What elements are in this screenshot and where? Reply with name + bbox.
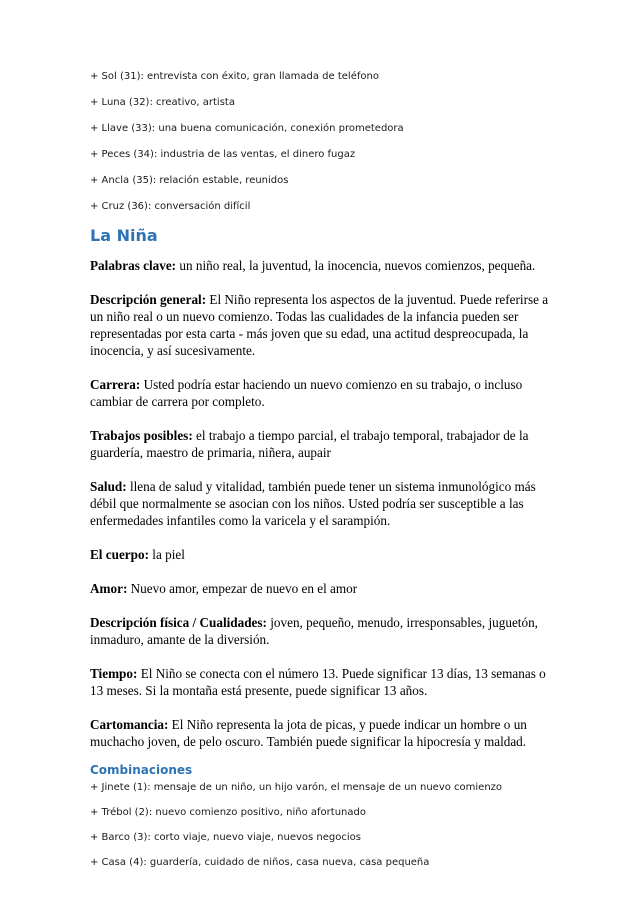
combinations-list [90,781,560,869]
list-item: + Ancla (35): relación estable, reunidos [90,175,289,186]
paragraph-label: Descripción física / Cualidades: [90,615,267,630]
paragraph-text: El Niño representa los aspectos de la juventud. Puede referirse a un niño real o un nuevo comienzo. Todas las cualidades de la infancia pueden ser representadas por esta carta - más joven que su edad, una actitud despreocupada, la inocencia, y así sucesivamente. [90,292,549,358]
paragraph-general-description [90,291,560,359]
paragraph-label: Palabras clave: [90,258,177,273]
paragraph-text: El Niño representa la jota de picas, y puede indicar un hombre o un muchacho joven, de pelo oscuro. También puede significar la hipocresía y maldad. [90,717,527,749]
page-content [90,70,560,881]
list-item: + Casa (4): guardería, cuidado de niños, casa nueva, casa pequeña [90,857,430,868]
paragraph-label: Cartomancia: [90,717,169,732]
paragraph-text: El Niño se conecta con el número 13. Puede significar 13 días, 13 semanas o 13 meses. Si la montaña está presente, puede significar 13 años. [90,666,546,698]
paragraph-label: Carrera: [90,377,141,392]
paragraph-label: Salud: [90,479,127,494]
list-item: + Sol (31): entrevista con éxito, gran llamada de teléfono [90,71,379,82]
combinations-title: Combinaciones [90,763,193,777]
paragraph-label: Descripción general: [90,292,207,307]
list-item: + Trébol (2): nuevo comienzo positivo, niño afortunado [90,807,366,818]
paragraph-text: la piel [148,547,185,562]
paragraph-text: joven, pequeño, menudo, irresponsables, juguetón, inmaduro, amante de la diversión. [90,615,538,647]
section-title: La Niña [90,226,158,245]
paragraph-possible-jobs [90,427,560,461]
list-item: + Cruz (36): conversación difícil [90,201,251,212]
paragraph-keywords [90,257,560,274]
list-item: + Luna (32): creativo, artista [90,97,235,108]
list-item: + Barco (3): corto viaje, nuevo viaje, nuevos negocios [90,832,361,843]
paragraph-text: Nuevo amor, empezar de nuevo en el amor [127,581,358,596]
list-item: + Peces (34): industria de las ventas, el dinero fugaz [90,149,356,160]
paragraph-label: Amor: [90,581,128,596]
paragraph-body [90,546,560,563]
paragraph-time [90,665,560,699]
top-combination-list [90,70,560,213]
paragraph-text: el trabajo a tiempo parcial, el trabajo temporal, trabajador de la guardería, maestro de primaria, niñera, aupair [90,428,529,460]
paragraph-love [90,580,560,597]
paragraph-cartomancy [90,716,560,750]
paragraph-label: Trabajos posibles: [90,428,193,443]
paragraph-health [90,478,560,529]
list-item: + Llave (33): una buena comunicación, conexión prometedora [90,123,404,134]
paragraph-label: El cuerpo: [90,547,149,562]
paragraph-text: Usted podría estar haciendo un nuevo comienzo en su trabajo, o incluso cambiar de carrera por completo. [90,377,523,409]
paragraph-physical-description [90,614,560,648]
paragraph-label: Tiempo: [90,666,138,681]
paragraph-text: llena de salud y vitalidad, también puede tener un sistema inmunológico más débil que normalmente se asocian con los niños. Usted podría ser susceptible a las enfermedades infantiles como la varicela y el sarampión. [90,479,536,528]
paragraph-text: un niño real, la juventud, la inocencia, nuevos comienzos, pequeña. [176,258,536,273]
list-item: + Jinete (1): mensaje de un niño, un hijo varón, el mensaje de un nuevo comienzo [90,782,503,793]
paragraph-career [90,376,560,410]
